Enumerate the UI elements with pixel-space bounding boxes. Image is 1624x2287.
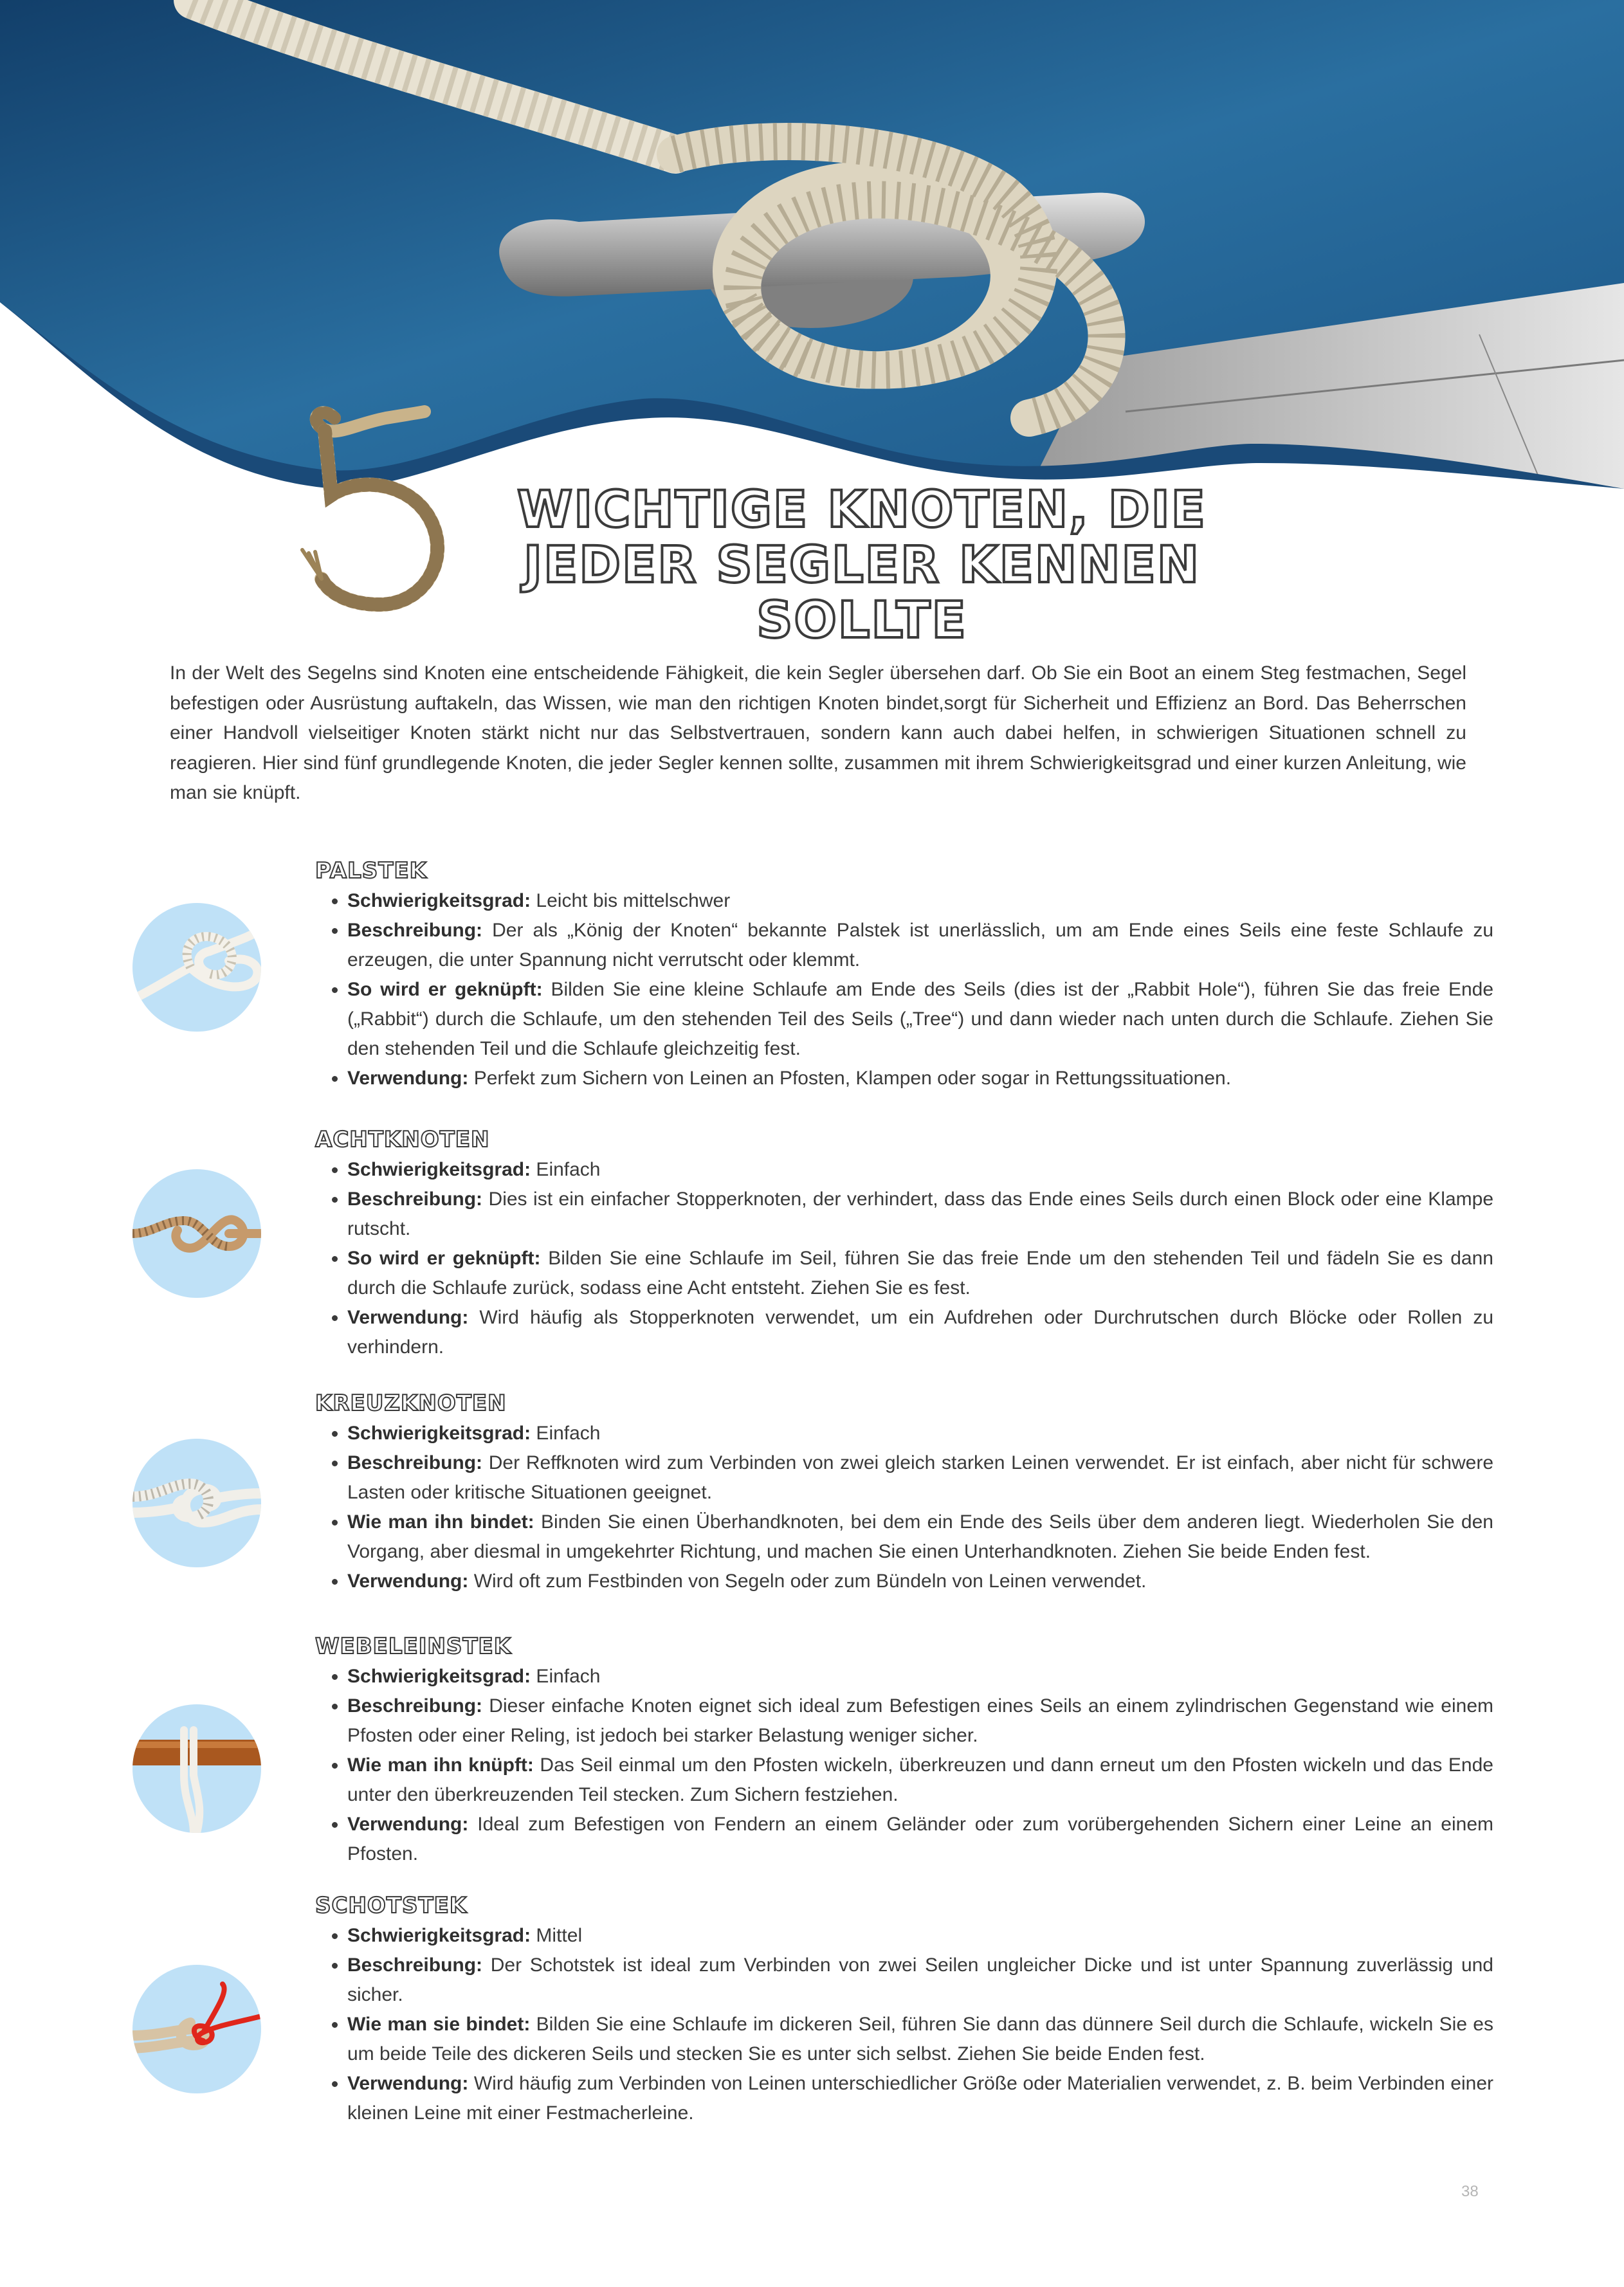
list-item: • Beschreibung: Dieser einfache Knoten eignet sich ideal zum Befestigen eines Seils an einem zylindrischen Gegenstand wie einem Pfosten oder einer Reling, ist jedoch bei starker Belastung weniger sicher. <box>347 1691 1493 1751</box>
knot-detail-list <box>320 1662 1493 1869</box>
page-number: 38 <box>1461 2183 1479 2200</box>
knot-title: KREUZKNOTEN <box>315 1390 507 1416</box>
knot-detail-list <box>320 1921 1493 2128</box>
list-item: • Beschreibung: Der als „König der Knoten“ bekannte Palstek ist unerlässlich, um am Ende eines Seils eine feste Schlaufe zu erzeugen, die unter Spannung nicht verrutscht oder klemmt. <box>347 916 1493 975</box>
knot-detail-list <box>320 1419 1493 1596</box>
list-item: • Schwierigkeitsgrad: Einfach <box>347 1155 1493 1185</box>
list-item: • Schwierigkeitsgrad: Leicht bis mittelschwer <box>347 886 1493 916</box>
list-item: • Wie man ihn knüpft: Das Seil einmal um den Pfosten wickeln, überkreuzen und dann erneut um den Pfosten wickeln und das Ende unter den überkreuzenden Teil stecken. Zum Sichern festziehen. <box>347 1751 1493 1810</box>
list-item: • Schwierigkeitsgrad: Mittel <box>347 1921 1493 1951</box>
knot-title: WEBELEINSTEK <box>315 1634 512 1659</box>
knot-title: SCHOTSTEK <box>315 1893 468 1918</box>
list-item: • Wie man sie bindet: Bilden Sie eine Schlaufe im dickeren Seil, führen Sie dann das dünnere Seil durch die Schlaufe, wickeln Sie es um beide Teile des dickeren Seils und stecken Sie es unter sich selbst. Ziehen Sie beide Enden fest. <box>347 2010 1493 2069</box>
list-item: • Beschreibung: Der Reffknoten wird zum Verbinden von zwei gleich starken Leinen verwendet. Er ist einfach, aber nicht für schwere Lasten oder kritische Situationen geeignet. <box>347 1448 1493 1508</box>
list-item: • Schwierigkeitsgrad: Einfach <box>347 1419 1493 1448</box>
figure-eight-knot-icon <box>132 1169 261 1298</box>
title-block <box>296 399 1325 650</box>
list-item: • Verwendung: Perfekt zum Sichern von Leinen an Pfosten, Klampen oder sogar in Rettungssituationen. <box>347 1064 1493 1093</box>
rope-number-five-icon <box>296 399 463 617</box>
list-item: • So wird er geknüpft: Bilden Sie eine kleine Schlaufe am Ende des Seils (dies ist der „Rabbit Hole“), führen Sie das freie Ende („Rabbit“) durch die Schlaufe, um den stehenden Teil des Seils („Tree“) und dann wieder nach unten durch die Schlaufe. Ziehen Sie den stehenden Teil und die Schlaufe gleichzeitig fest. <box>347 975 1493 1064</box>
page-title: WICHTIGE KNOTEN, DIE JEDER SEGLER KENNEN SOLLTE <box>517 481 1207 650</box>
knot-title: PALSTEK <box>315 858 428 884</box>
knot-detail-list <box>320 886 1493 1093</box>
list-item: • Beschreibung: Der Schotstek ist ideal zum Verbinden von zwei Seilen ungleicher Dicke und ist unter Spannung zuverlässig und sicher. <box>347 1951 1493 2010</box>
list-item: • Schwierigkeitsgrad: Einfach <box>347 1662 1493 1691</box>
sheet-bend-icon <box>132 1965 261 2093</box>
list-item: • Verwendung: Ideal zum Befestigen von Fendern an einem Geländer oder zum vorübergehenden Sichern einer Leine an einem Pfosten. <box>347 1810 1493 1869</box>
list-item: • Verwendung: Wird oft zum Festbinden von Segeln oder zum Bündeln von Leinen verwendet. <box>347 1567 1493 1596</box>
list-item: • Verwendung: Wird häufig als Stopperknoten verwendet, um ein Aufdrehen oder Durchrutschen durch Blöcke oder Rollen zu verhindern. <box>347 1303 1493 1362</box>
list-item: • Verwendung: Wird häufig zum Verbinden von Leinen unterschiedlicher Größe oder Materialien verwendet, z. B. beim Verbinden einer kleinen Leine mit einer Festmacherleine. <box>347 2069 1493 2128</box>
list-item: • So wird er geknüpft: Bilden Sie eine Schlaufe im Seil, führen Sie das freie Ende um den stehenden Teil und fädeln Sie es dann durch die Schlaufe zurück, sodass eine Acht entsteht. Ziehen Sie es fest. <box>347 1244 1493 1303</box>
bowline-knot-icon <box>132 903 261 1032</box>
list-item: • Beschreibung: Dies ist ein einfacher Stopperknoten, der verhindert, dass das Ende eines Seils durch einen Block oder eine Klampe rutscht. <box>347 1185 1493 1244</box>
reef-knot-icon <box>132 1439 261 1567</box>
list-item: • Wie man ihn bindet: Binden Sie einen Überhandknoten, bei dem ein Ende des Seils über dem anderen liegt. Wiederholen Sie den Vorgang, aber diesmal in umgekehrter Richtung, und machen Sie einen Unterhandknoten. Ziehen Sie beide Enden fest. <box>347 1508 1493 1567</box>
knot-title: ACHTKNOTEN <box>315 1127 490 1153</box>
knot-detail-list <box>320 1155 1493 1362</box>
intro-paragraph: In der Welt des Segelns sind Knoten eine entscheidende Fähigkeit, die kein Segler übersehen darf. Ob Sie ein Boot an einem Steg festmachen, Segel befestigen oder Ausrüstung auftakeln, das Wissen, wie man den richtigen Knoten bindet,sorgt für Sicherheit und Effizienz an Bord. Das Beherrschen einer Handvoll vielseitiger Knoten stärkt nicht nur das Selbstvertrauen, sondern kann auch dabei helfen, in schwierigen Situationen schnell zu reagieren. Hier sind fünf grundlegende Knoten, die jeder Segler kennen sollte, zusammen mit ihrem Schwierigkeitsgrad und einer kurzen Anleitung, wie man sie knüpft. <box>170 662 1466 803</box>
clove-hitch-icon <box>132 1704 261 1833</box>
